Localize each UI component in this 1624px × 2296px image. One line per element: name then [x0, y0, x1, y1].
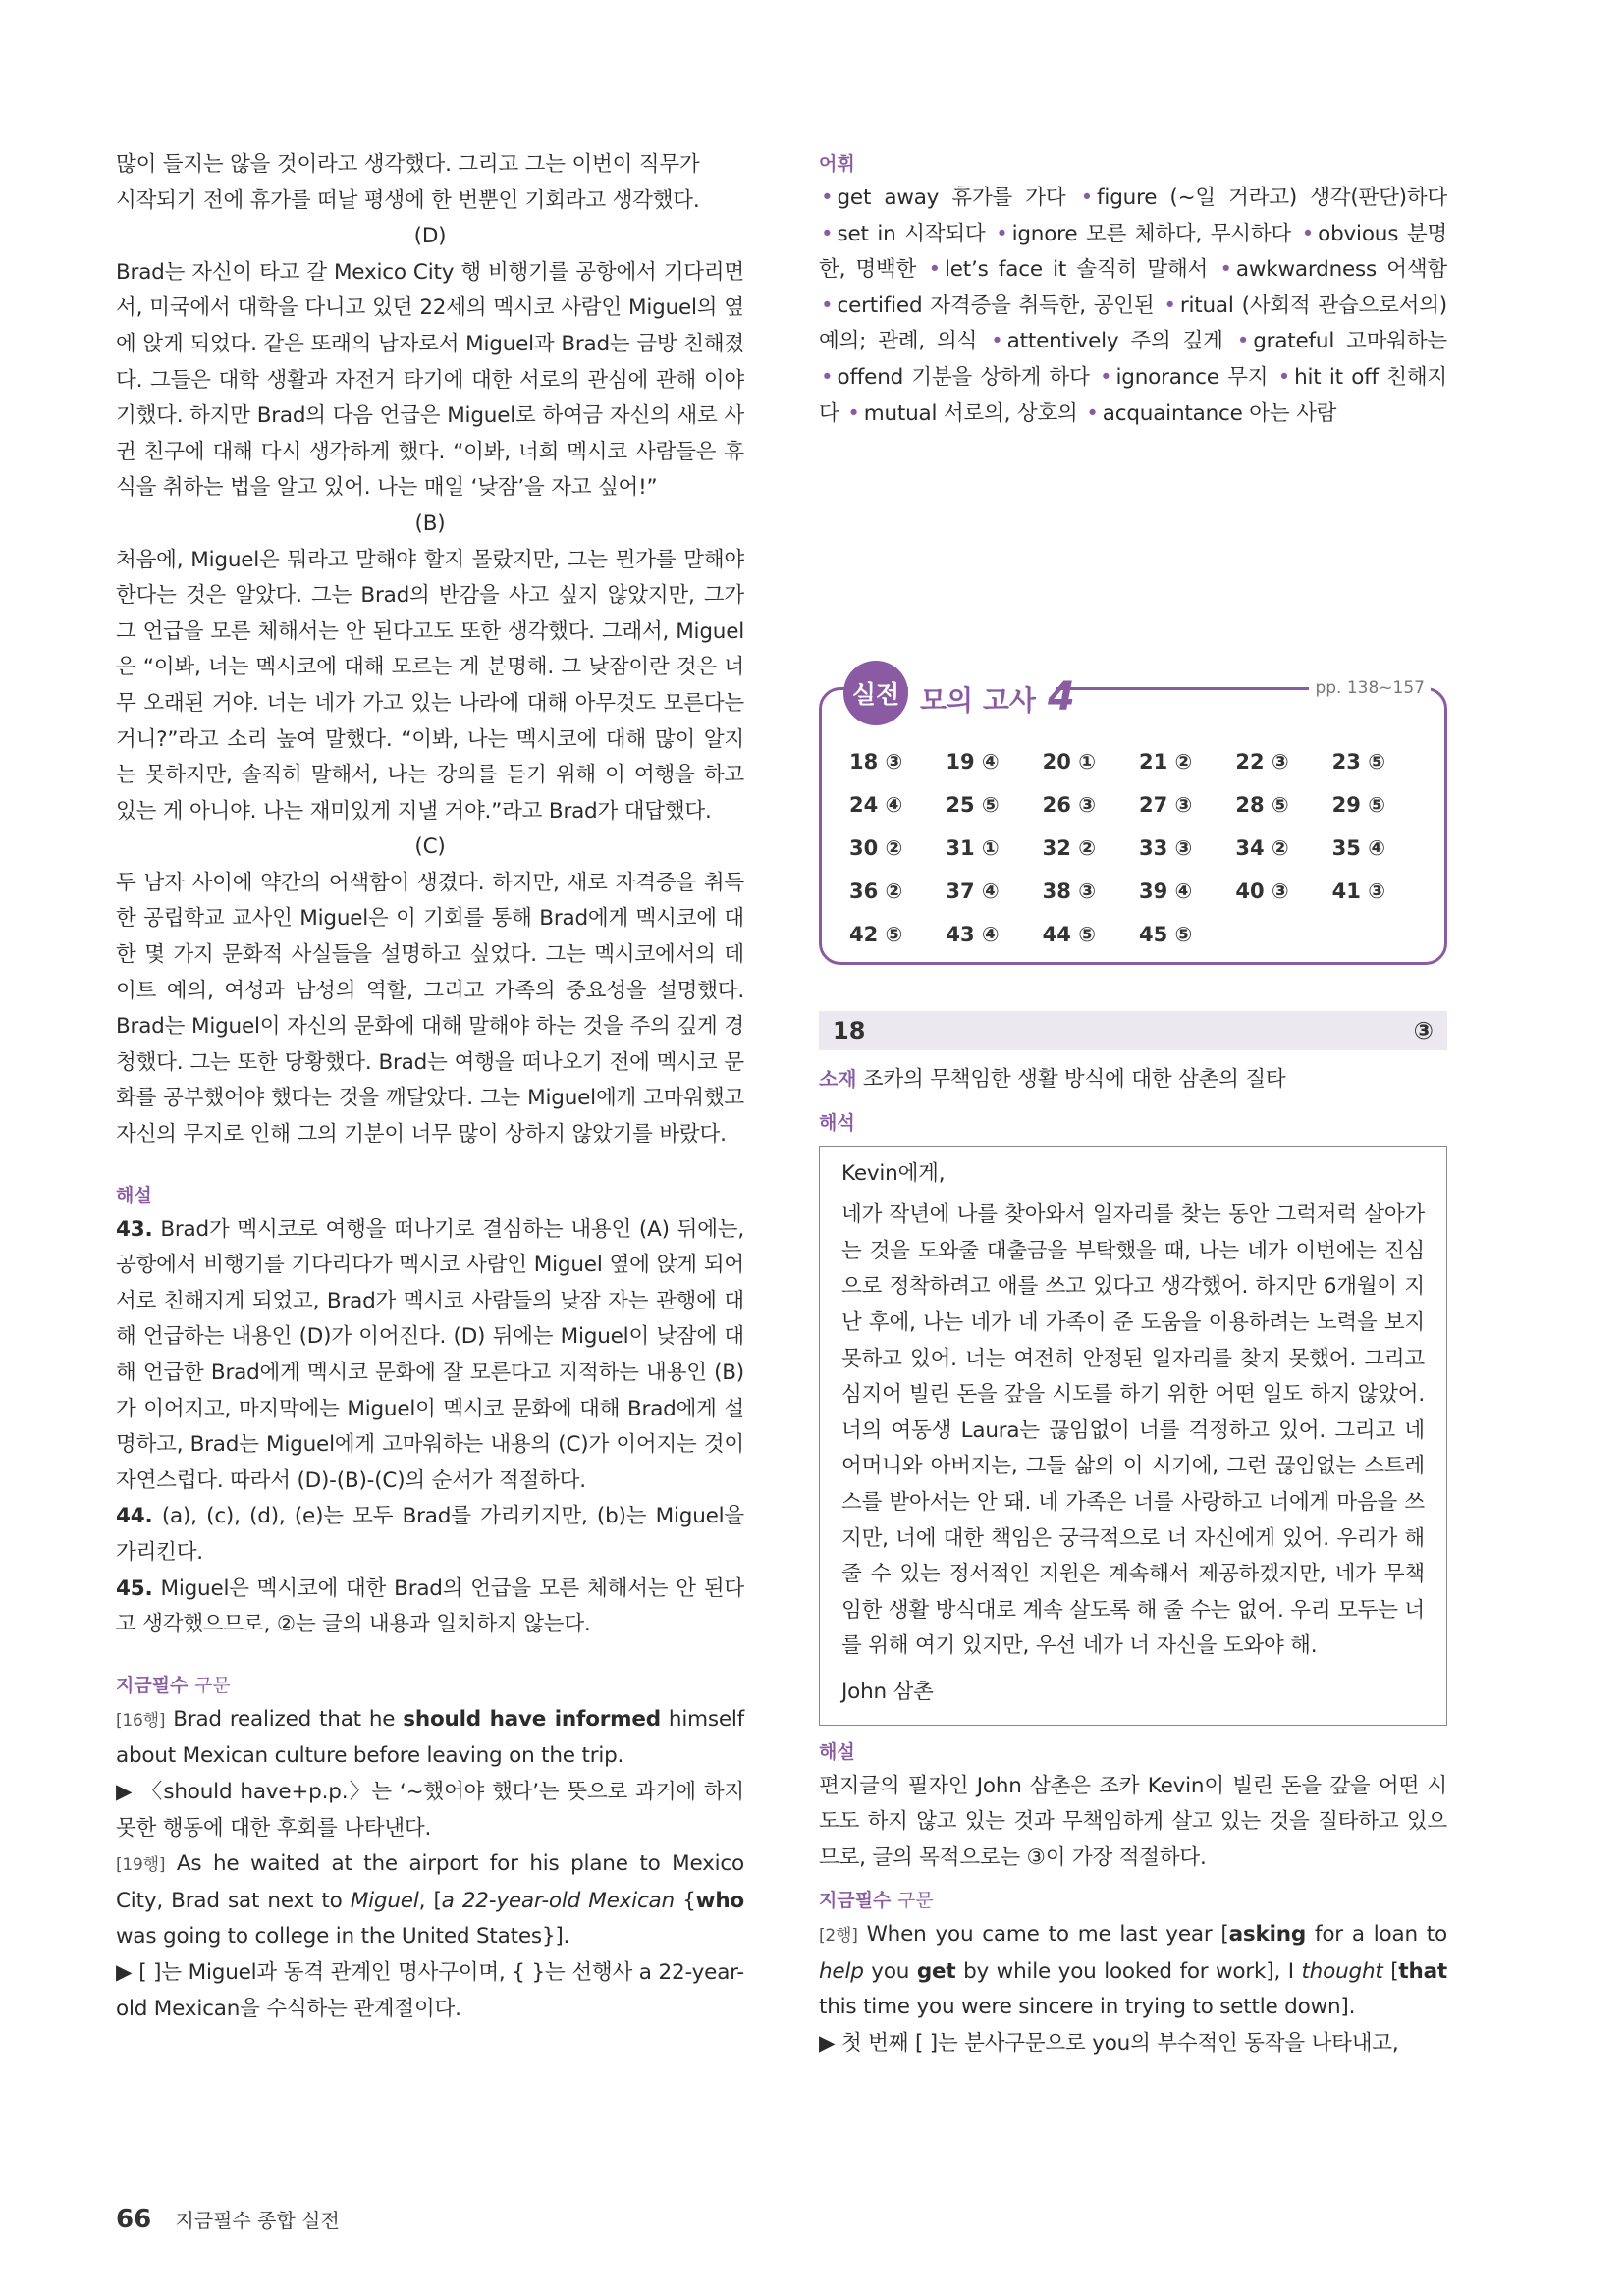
vocab-item: • offend 기분을 상하게 하다: [819, 365, 1090, 390]
answer-item: 32 ②: [1042, 836, 1096, 860]
answer-item: 26 ③: [1042, 793, 1096, 817]
vocab-item: • acquaintance 아는 사람: [1084, 401, 1336, 426]
answer-item: 33 ③: [1139, 836, 1193, 860]
answer-item: 42 ⑤: [849, 923, 903, 946]
answer-item: 21 ②: [1139, 750, 1193, 774]
answer-item: 29 ⑤: [1331, 793, 1385, 817]
explanation-heading: 해설: [116, 1184, 152, 1206]
syntax-note-16: ▶ 〈should have+p.p.〉는 ‘~했어야 했다’는 뜻으로 과거에 하지 못한 행동에 대한 후회를 나타낸다.: [116, 1779, 744, 1841]
answer-item: 24 ④: [849, 793, 903, 817]
left-column: [116, 147, 744, 2027]
vocab-item: • get away 휴가를 가다: [819, 186, 1065, 210]
section-label-b: (B): [414, 510, 446, 536]
letter-signature: John 삼촌: [841, 1679, 934, 1704]
explanation-43: 43. Brad가 멕시코로 여행을 떠나기로 결심하는 내용인 (A) 뒤에는, 공항에서 비행기를 기다리다가 멕시코 사람인 Miguel 옆에 앉게 되어 서로 친해지게 되었고, Brad가 멕시코 사람들의 낮잠 자는 관행에 대해 언급하는 내용인 (D)가 이어진다. (D) 뒤에는 Miguel이 낮잠에 대해 언급한 Brad에게 멕시코 문화에 잘 모른다고 지적하는 내용인 (B)가 이어지고, 마지막에는 Miguel이 멕시코 문화에 대해 Brad에게 설명하고, Brad는 Miguel에게 고마워하는 내용의 (C)가 이어지는 것이 자연스럽다. 따라서 (D)-(B)-(C)의 순서가 적절하다.: [116, 1216, 744, 1493]
vocab-item: • obvious 분명한, 명백한: [819, 222, 1447, 283]
answer-item: 41 ③: [1331, 880, 1385, 903]
vocab-item: • ritual (사회적 관습으로서의) 예의; 관례, 의식: [819, 294, 1447, 354]
vocab-item: • mutual 서로의, 상호의: [845, 401, 1077, 426]
answer-item: 45 ⑤: [1139, 923, 1193, 946]
vocab-item: • certified 자격증을 취득한, 공인된: [819, 294, 1154, 318]
book-title: 지금필수 종합 실전: [175, 2209, 340, 2232]
syntax-heading: 지금필수 구문: [116, 1674, 231, 1696]
answer-item: 38 ③: [1042, 880, 1096, 903]
question-18-bar: [819, 1011, 1447, 1050]
answer-item: 25 ⑤: [946, 793, 1000, 817]
answer-item: 36 ②: [849, 880, 903, 903]
vocab-item: • grateful 고마워하는: [1235, 329, 1447, 353]
letter-body: 네가 작년에 나를 찾아와서 일자리를 찾는 동안 그럭저럭 살아가는 것을 도와줄 대출금을 부탁했을 때, 나는 네가 이번에는 진심으로 정착하려고 애를 쓰고 있다고 생각했어. 하지만 6개월이 지난 후에, 나는 네가 네 가족이 준 도움을 이용하려는 노력을 보지 못하고 있어. 너는 여전히 안정된 일자리를 찾지 못했어. 그리고 심지어 빌린 돈을 갚을 시도를 하기 위한 어떤 일도 하지 않았어. 너의 여동생 Laura는 끊임없이 너를 걱정하고 있어. 그리고 네 어머니와 아버지는, 그들 삶의 이 시기에, 그런 끊임없는 스트레스를 받아서는 안 돼. 네 가족은 너를 사랑하고 너에게 마음을 쓰지만, 너에 대한 책임은 궁극적으로 너 자신에게 있어. 우리가 해 줄 수 있는 정서적인 지원은 계속해서 제공하겠지만, 네가 무책임한 생활 방식대로 계속 살도록 해 줄 수는 없어. 우리 모두는 너를 위해 여기 있지만, 우선 네가 너 자신을 도와야 해.: [841, 1202, 1425, 1659]
q18-explanation-heading: 해설: [819, 1740, 855, 1763]
q18-syntax-sentence: [2행] When you came to me last year [asking for a loan to help you get by while you looked for work], I thought [that this time you were sincere in trying to settle down].: [819, 1922, 1447, 2020]
question-18-section: [819, 1062, 1447, 2062]
answer-item: 22 ③: [1235, 750, 1289, 774]
answer-item: 35 ④: [1331, 836, 1385, 860]
vocab-item: • set in 시작되다: [819, 222, 985, 246]
answer-item: 27 ③: [1139, 793, 1193, 817]
test-answer-box: [819, 674, 1447, 965]
answer-item: 23 ⑤: [1331, 750, 1385, 774]
question-answer: ③: [1413, 1017, 1434, 1044]
answer-item: 44 ⑤: [1042, 923, 1096, 946]
vocab-heading: 어휘: [819, 153, 855, 175]
q18-explanation: 편지글의 필자인 John 삼촌은 조카 Kevin이 빌린 돈을 갚을 어떤 시도도 하지 않고 있는 것과 무책임하게 살고 있는 것을 질타하고 있으므로, 글의 목적으로는 ③이 가장 적절하다.: [819, 1773, 1447, 1870]
intro-line-1: 많이 들지는 않을 것이라고 생각했다. 그리고 그는 이번이 직무가: [116, 152, 700, 177]
syntax-note-19: ▶ [ ]는 Miguel과 동격 관계인 명사구이며, { }는 선행사 a 22-year-old Mexican을 수식하는 관계절이다.: [116, 1959, 744, 2021]
vocab-item: • hit it off 친해지다: [819, 365, 1447, 426]
vocab-item: • let’s face it 솔직히 말해서: [926, 257, 1208, 282]
paragraph-b: 처음에, Miguel은 뭐라고 말해야 할지 몰랐지만, 그는 뭔가를 말해야 한다는 것은 알았다. 그는 Brad의 반감을 사고 싶지 않았지만, 그가 그 언급을 모른 체해서는 안 된다고도 또한 생각했다. 그래서, Miguel은 “이봐, 너는 멕시코에 대해 모르는 게 분명해. 그 낮잠이란 것은 너무 오래된 거야. 너는 네가 가고 있는 나라에 대해 아무것도 모른다는 거니?”라고 소리 높여 말했다. “이봐, 나는 멕시코에 대해 많이 알지는 못하지만, 솔직히 말해서, 나는 강의를 듣기 위해 이 여행을 하고 있는 게 아니야. 나는 재미있게 지낼 거야.”라고 Brad가 대답했다.: [116, 547, 744, 824]
syntax-sentence-19: [19행] As he waited at the airport for his plane to Mexico City, Brad sat next to Miguel, [a 22-year-old Mexican {who was going to college in the United States}].: [116, 1851, 744, 1949]
paragraph-d: Brad는 자신이 타고 갈 Mexico City 행 비행기를 공항에서 기다리면서, 미국에서 대학을 다니고 있던 22세의 멕시코 사람인 Miguel의 옆에 앉게 되었다. 같은 또래의 남자로서 Miguel과 Brad는 금방 친해졌다. 그들은 대학 생활과 자전거 타기에 대한 서로의 관심에 관해 이야기했다. 하지만 Brad의 다음 언급은 Miguel로 하여금 자신의 새로 사귄 친구에 대해 다시 생각하게 했다. “이봐, 너희 멕시코 사람들은 휴식을 취하는 법을 알고 있어. 나는 매일 ‘낮잠’을 자고 싶어!”: [116, 259, 744, 501]
test-pages: pp. 138~157: [1309, 678, 1431, 698]
answer-item: 37 ④: [946, 880, 1000, 903]
test-title: 모의 고사 4: [920, 674, 1075, 720]
letter-box: [819, 1146, 1447, 1726]
vocab-item: • awkwardness 어색함: [1218, 257, 1447, 282]
answer-grid: [849, 747, 1429, 949]
answer-item: 18 ③: [849, 750, 903, 774]
translation-heading: 해석: [819, 1111, 855, 1134]
answer-item: 43 ④: [946, 923, 1000, 946]
explanation-45: 45. Miguel은 멕시코에 대한 Brad의 언급을 모른 체해서는 안 된다고 생각했으므로, ②는 글의 내용과 일치하지 않는다.: [116, 1575, 744, 1637]
answer-item: 20 ①: [1042, 750, 1096, 774]
q18-syntax-heading: 지금필수 구문: [819, 1890, 934, 1912]
answer-item: 40 ③: [1235, 880, 1289, 903]
vocab-item: • ignore 모른 체하다, 무시하다: [994, 222, 1291, 246]
intro-line-2: 시작되기 전에 휴가를 떠날 평생에 한 번뿐인 기회라고 생각했다.: [116, 187, 700, 213]
vocab-item: • ignorance 무지: [1098, 365, 1268, 390]
page-number: 66: [116, 2205, 152, 2234]
vocab-item: • figure (~일 거라고) 생각(판단)하다: [1079, 186, 1447, 210]
section-label-c: (C): [414, 834, 446, 860]
vocab-section: [819, 147, 1447, 432]
answer-item: 39 ④: [1139, 880, 1193, 903]
topic-line: 소재 조카의 무책임한 생활 방식에 대한 삼촌의 질타: [819, 1067, 1286, 1092]
paragraph-c: 두 남자 사이에 약간의 어색함이 생겼다. 하지만, 새로 자격증을 취득한 공립학교 교사인 Miguel은 이 기회를 통해 Brad에게 멕시코에 대한 몇 가지 문화적 사실들을 설명하고 싶었다. 그는 멕시코에서의 데이트 예의, 여성과 남성의 역할, 그리고 가족의 중요성을 설명했다. Brad는 Miguel이 자신의 문화에 대해 말해야 하는 것을 주의 깊게 경청했다. 그는 또한 당황했다. Brad는 여행을 떠나오기 전에 멕시코 문화를 공부했어야 했다는 것을 깨달았다. 그는 Miguel에게 고마워했고 자신의 무지로 인해 그의 기분이 너무 많이 상하지 않았기를 바랐다.: [116, 870, 744, 1148]
page-footer: [116, 2205, 340, 2234]
vocab-list: [819, 181, 1447, 432]
answer-item: 30 ②: [849, 836, 903, 860]
answer-item: 19 ④: [946, 750, 1000, 774]
answer-item: 34 ②: [1235, 836, 1289, 860]
section-label-d: (D): [413, 224, 447, 249]
vocab-item: • attentively 주의 깊게: [989, 329, 1223, 353]
answer-item: 28 ⑤: [1235, 793, 1289, 817]
q18-syntax-note: ▶ 첫 번째 [ ]는 분사구문으로 you의 부수적인 동작을 나타내고,: [819, 2031, 1399, 2056]
explanation-44: 44. (a), (c), (d), (e)는 모두 Brad를 가리키지만, (b)는 Miguel을 가리킨다.: [116, 1504, 744, 1565]
answer-item: 31 ①: [946, 836, 1000, 860]
test-badge: 실전: [843, 661, 908, 725]
syntax-sentence-16: [16행] Brad realized that he should have informed himself about Mexican culture before leaving on the trip.: [116, 1706, 745, 1769]
question-number: 18: [833, 1017, 866, 1044]
letter-greeting: Kevin에게,: [841, 1160, 946, 1186]
